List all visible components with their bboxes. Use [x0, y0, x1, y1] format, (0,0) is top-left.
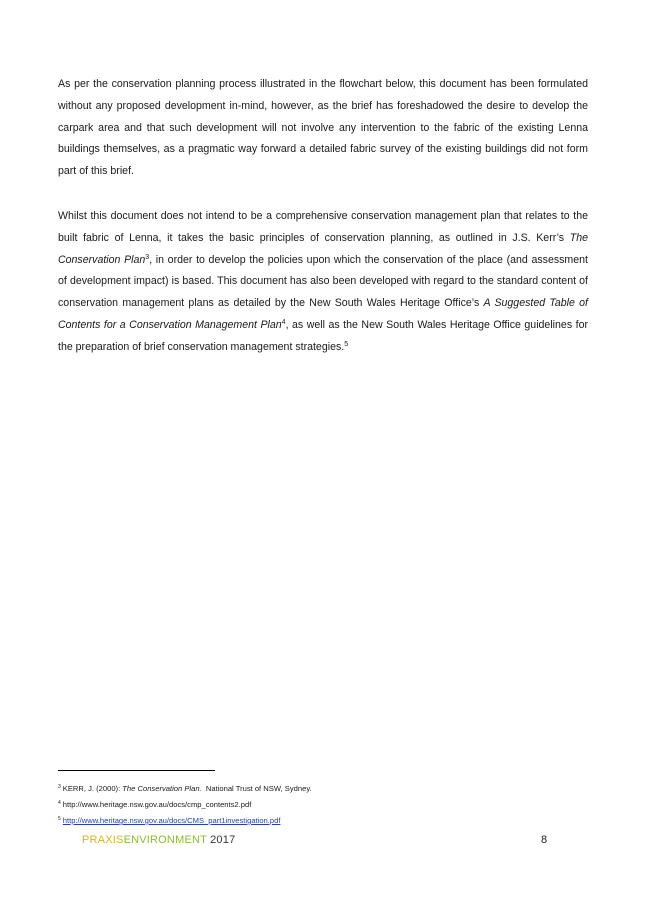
footnote-3-number: 3	[58, 784, 61, 790]
paragraph-2-text-b: , in order to develop the policies upon which the conservation of the place (and assessment of development impact) is based. This document has also been developed with regard to the standard content of conservation management plans as detailed by the New South Wales Heritage Office’s	[58, 253, 588, 310]
footer-year: 2017	[206, 834, 236, 846]
footnote-5-number: 5	[58, 816, 61, 822]
heritage-office-title: A Suggested Table of Contents for a Conservation Management Plan	[58, 297, 588, 331]
footer-brand	[82, 834, 235, 846]
body-paragraph-1: As per the conservation planning process illustrated in the flowchart below, this document has been formulated without any proposed development in-mind, however, as the brief has foreshadowed the desire to develop the carpark area and that such development will not involve any intervention to the fabric of the existing Lenna buildings themselves, as a pragmatic way forward a detailed fabric survey of the existing buildings did not form part of this brief.	[58, 78, 588, 178]
kerr-book-title: The Conservation Plan	[58, 231, 588, 266]
footnote-4-url: http://www.heritage.nsw.gov.au/docs/cmp_contents2.pdf	[62, 800, 252, 809]
paragraph-2-text-c: , as well as the New South Wales Heritage Office guidelines for the preparation of brief conservation management strategies.	[58, 318, 588, 353]
brand-praxis: PRAXIS	[82, 834, 124, 846]
footnote-separator	[58, 770, 215, 771]
footnote-4-number: 4	[58, 800, 61, 806]
brand-environment: ENVIRONMENT	[123, 834, 207, 846]
footnote-3-title: The Conservation Plan.	[122, 784, 202, 793]
page-number: 8	[541, 834, 548, 846]
footnote-5	[58, 816, 280, 826]
footnote-3-author: KERR, J. (2000):	[62, 784, 123, 793]
footnote-3	[58, 784, 312, 794]
body-paragraph-2	[58, 206, 588, 359]
footnote-5-link[interactable]: http://www.heritage.nsw.gov.au/docs/CMS_part1investigation.pdf	[62, 816, 281, 825]
footnote-3-publisher: National Trust of NSW, Sydney.	[201, 784, 312, 793]
footnote-4	[58, 800, 251, 810]
footnote-ref-3[interactable]: 3	[145, 253, 150, 261]
footnote-ref-5[interactable]: 5	[344, 340, 349, 348]
paragraph-2-text-a: Whilst this document does not intend to be a comprehensive conservation management plan that relates to the built fabric of Lenna, it takes the basic principles of conservation planning, as outlined in J.S. Kerr’s	[58, 210, 588, 244]
footnote-ref-4[interactable]: 4	[281, 318, 286, 326]
